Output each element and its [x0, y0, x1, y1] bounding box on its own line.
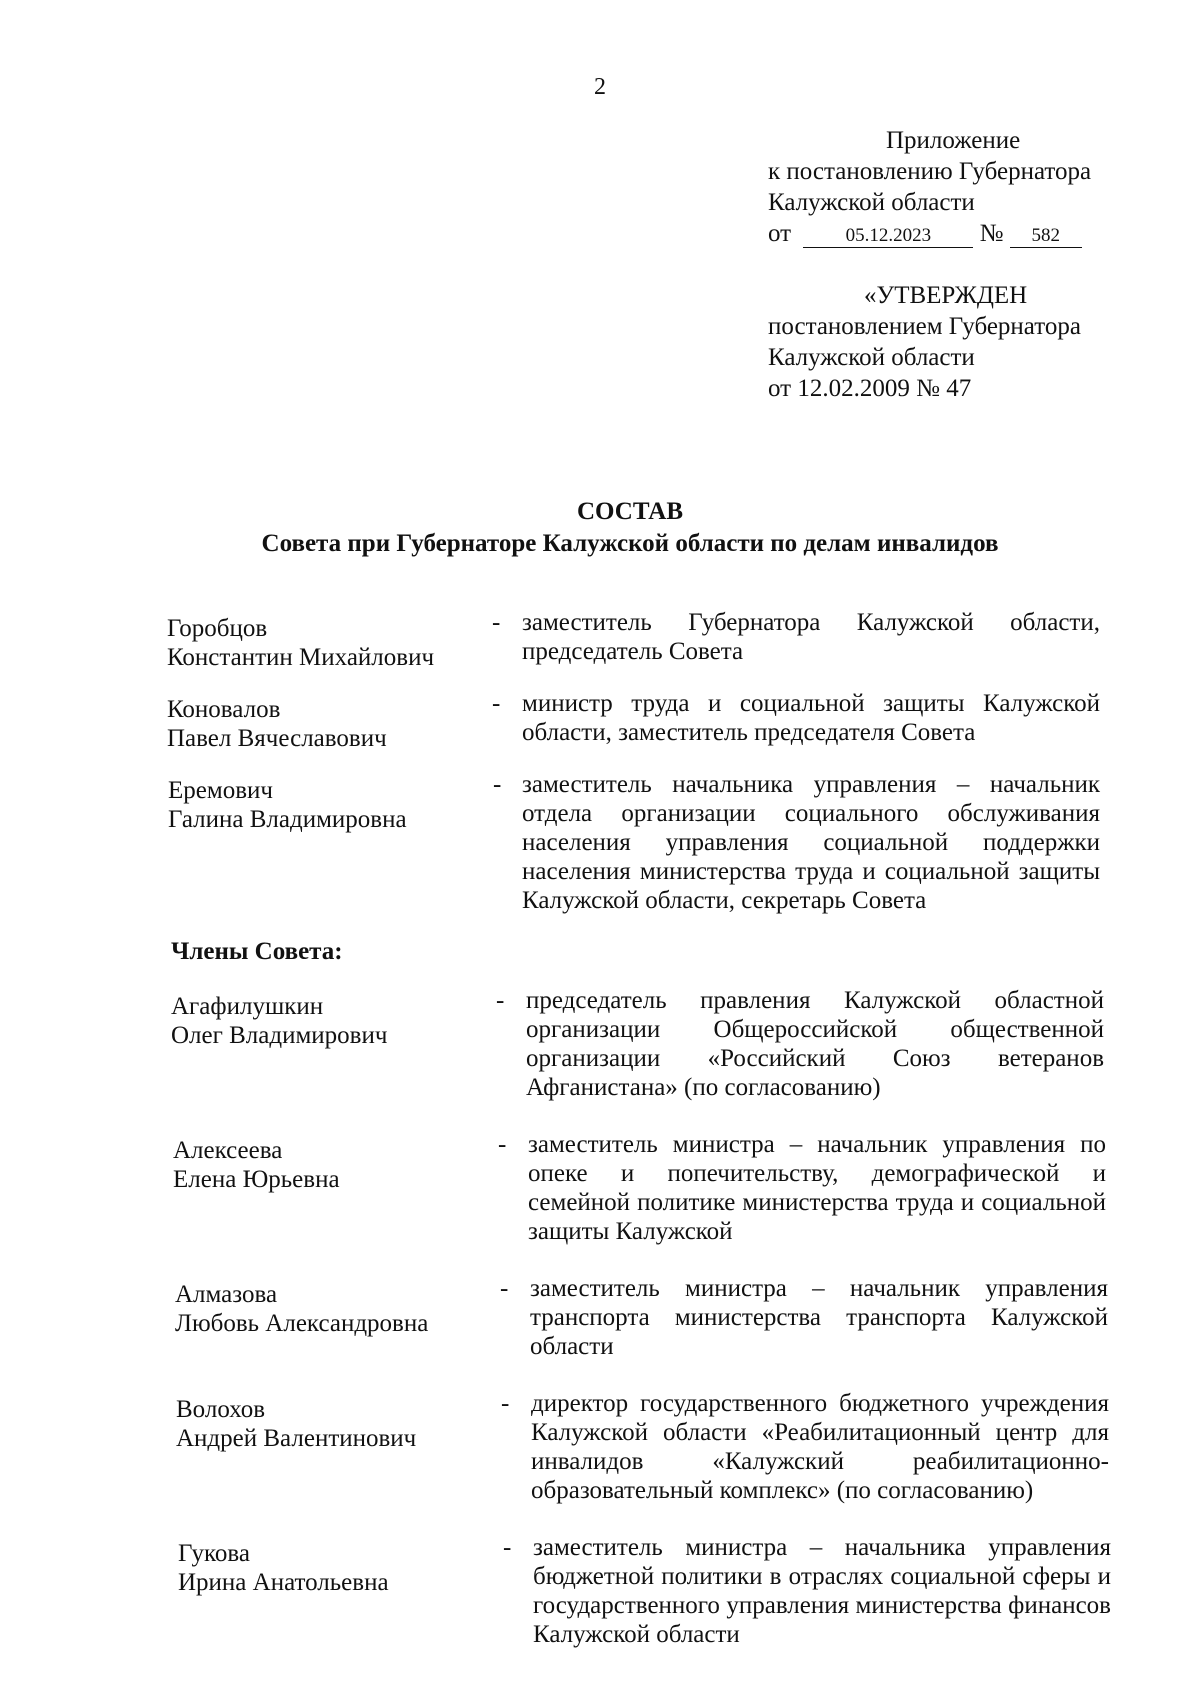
- person-name: [171, 992, 471, 1050]
- dash: -: [492, 609, 501, 636]
- dash: -: [493, 771, 502, 798]
- appendix-line1: Приложение: [886, 127, 1021, 154]
- approved-block: [768, 280, 1081, 404]
- surname: Гукова: [178, 1540, 250, 1567]
- given-names: Олег Владимирович: [171, 1022, 388, 1049]
- surname: Коновалов: [167, 696, 281, 723]
- person-name: [176, 1395, 476, 1453]
- title-line1: СОСТАВ: [576, 498, 684, 525]
- given-names: Любовь Александровна: [175, 1310, 429, 1337]
- approved-line4: от 12.02.2009 № 47: [768, 375, 972, 402]
- surname: Волохов: [176, 1396, 266, 1423]
- document-title: [0, 496, 1200, 560]
- dash: -: [500, 1275, 509, 1302]
- dash: -: [496, 987, 505, 1014]
- surname: Алмазова: [175, 1281, 278, 1308]
- position-description: председатель правления Калужской областной организации Общероссийской общественной организации «Российский Союз ветеранов Афганистана» (по согласованию): [526, 987, 1104, 1101]
- person-name: [167, 614, 467, 672]
- person-name: [173, 1136, 473, 1194]
- appendix-line2: к постановлению Губернатора: [768, 158, 1092, 185]
- page-number: 2: [594, 74, 606, 100]
- position-description: директор государственного бюджетного учреждения Калужской области «Реабилитационный центр для инвалидов «Калужский реабилитационно-образовательный комплекс» (по согласованию): [531, 1390, 1109, 1504]
- approved-line1: «УТВЕРЖДЕН: [864, 282, 1028, 309]
- appendix-line3: Калужской области: [768, 189, 975, 216]
- surname: Алексеева: [173, 1137, 283, 1164]
- person-name: [168, 776, 468, 834]
- given-names: Ирина Анатольевна: [178, 1569, 389, 1596]
- appendix-date: 05.12.2023: [803, 225, 973, 248]
- given-names: Галина Владимировна: [168, 806, 407, 833]
- appendix-from-label: от: [768, 220, 792, 247]
- dash: -: [498, 1131, 507, 1158]
- position-description: заместитель министра – начальник управления транспорта министерства транспорта Калужской области: [530, 1275, 1108, 1360]
- dash: -: [503, 1534, 512, 1561]
- given-names: Константин Михайлович: [167, 644, 435, 671]
- given-names: Елена Юрьевна: [173, 1166, 340, 1193]
- person-name: [175, 1280, 475, 1338]
- dash: -: [501, 1390, 510, 1417]
- position-description: заместитель министра – начальника управления бюджетной политики в отраслях социальной сферы и государственного управления министерства финансов Калужской области: [533, 1534, 1111, 1648]
- surname: Еремович: [168, 777, 273, 804]
- given-names: Павел Вячеславович: [167, 725, 387, 752]
- appendix-date-line: [768, 218, 1091, 249]
- given-names: Андрей Валентинович: [176, 1425, 417, 1452]
- position-description: заместитель Губернатора Калужской области, председатель Совета: [522, 609, 1100, 665]
- appendix-number-label: №: [979, 220, 1004, 247]
- position-description: заместитель начальника управления – начальник отдела организации социального обслуживания населения управления социальной поддержки населения министерства труда и социальной защиты Калужской области, секретарь Совета: [522, 771, 1100, 914]
- person-name: [167, 695, 467, 753]
- position-description: заместитель министра – начальник управления по опеке и попечительству, демографической и семейной политике министерства труда и социальной защиты Калужской: [528, 1131, 1106, 1245]
- surname: Агафилушкин: [171, 993, 324, 1020]
- approved-line2: постановлением Губернатора: [768, 313, 1081, 340]
- members-heading: Члены Совета:: [171, 938, 343, 965]
- approved-line3: Калужской области: [768, 344, 975, 371]
- person-name: [178, 1539, 478, 1597]
- dash: -: [492, 690, 501, 717]
- appendix-block: [768, 125, 1091, 249]
- title-line2: Совета при Губернаторе Калужской области по делам инвалидов: [261, 530, 999, 557]
- appendix-number: 582: [1010, 225, 1082, 248]
- position-description: министр труда и социальной защиты Калужской области, заместитель председателя Совета: [522, 690, 1100, 746]
- surname: Горобцов: [167, 615, 268, 642]
